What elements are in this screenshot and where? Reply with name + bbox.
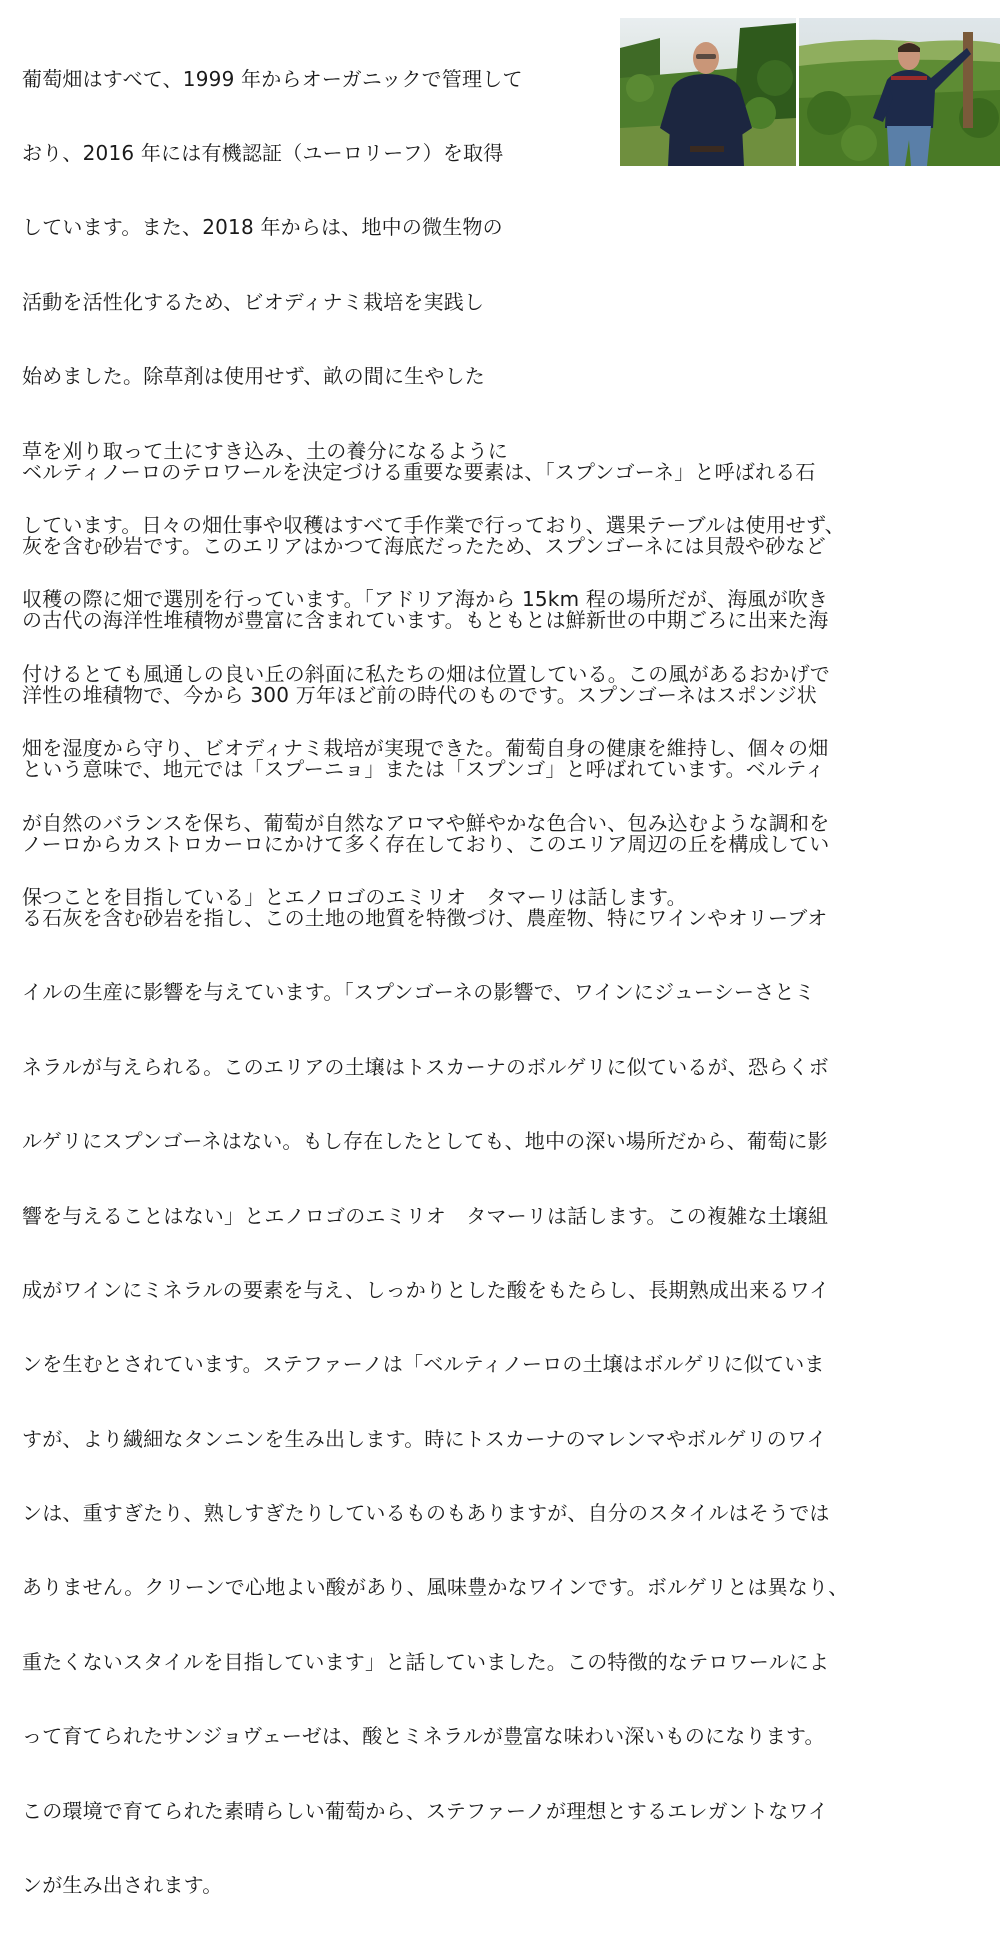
text-line: る石灰を含む砂岩を指し、この土地の地質を特徴づけ、農産物、特にワインやオリーブオ <box>22 905 828 930</box>
text-line: 成がワインにミネラルの要素を与え、しっかりとした酸をもたらし、長期熟成出来るワイ <box>22 1277 830 1302</box>
text-line: ルゲリにスプンゴーネはない。もし存在したとしても、地中の深い場所だから、葡萄に影 <box>22 1129 828 1154</box>
text-line: ベルティノーロのテロワールを決定づける重要な要素は、「スプンゴーネ」と呼ばれる石 <box>22 459 816 484</box>
text-line: イルの生産に影響を与えています。「スプンゴーネの影響で、ワインにジューシーさとミ <box>22 980 815 1005</box>
text-line: 始めました。除草剤は使用せず、畝の間に生やした <box>22 364 485 389</box>
text-line: が自然のバランスを保ち、葡萄が自然なアロマや鮮やかな色合い、包み込むような調和を <box>22 810 830 835</box>
text-line: という意味で、地元では「スプーニョ」または「スプンゴ」と呼ばれています。ベルティ <box>22 757 825 782</box>
text-line: ンを生むとされています。ステファーノは「ベルティノーロの土壌はボルゲリに似ていま <box>22 1352 825 1377</box>
text-line: って育てられたサンジョヴェーゼは、酸とミネラルが豊富な味わい深いものになります。 <box>22 1724 825 1749</box>
text-line: ンが生み出されます。 <box>22 1873 223 1898</box>
text-line: 葡萄畑はすべて、1999 年からオーガニックで管理して <box>22 66 523 91</box>
text-line: 灰を含む砂岩です。このエリアはかつて海底だったため、スプンゴーネには貝殻や砂など <box>22 533 826 558</box>
text-line: すが、より繊細なタンニンを生み出します。時にトスカーナのマレンマやボルゲリのワイ <box>22 1426 827 1451</box>
text-line: しています。日々の畑仕事や収穫はすべて手作業で行っており、選果テーブルは使用せず、 <box>22 512 845 537</box>
text-line: ンは、重すぎたり、熟しすぎたりしているものもありますが、自分のスタイルはそうでは <box>22 1501 830 1526</box>
text-line: 畑を湿度から守り、ビオディナミ栽培が実現できた。葡萄自身の健康を維持し、個々の畑 <box>22 736 829 761</box>
paragraph-spungone-terroir <box>22 410 848 1947</box>
text-line: の古代の海洋性堆積物が豊富に含まれています。もともとは鮮新世の中期ごろに出来た海 <box>22 608 829 633</box>
text-line: 草を刈り取って土にすき込み、土の養分になるように <box>22 438 508 463</box>
text-line: 活動を活性化するため、ビオディナミ栽培を実践し <box>22 289 485 314</box>
text-line: 響を与えることはない」とエノロゴのエミリオ タマーリは話します。この複雑な土壌組 <box>22 1203 829 1228</box>
text-line: ノーロからカストロカーロにかけて多く存在しており、このエリア周辺の丘を構成してい <box>22 831 830 856</box>
text-line: 洋性の堆積物で、今から 300 万年ほど前の時代のものです。スプンゴーネはスポンジ状 <box>22 682 817 707</box>
text-line: ネラルが与えられる。このエリアの土壌はトスカーナのボルゲリに似ているが、恐らくボ <box>22 1054 829 1079</box>
text-line: おり、2016 年には有機認証（ユーロリーフ）を取得 <box>22 140 504 165</box>
text-line: ありません。クリーンで心地よい酸があり、風味豊かなワインです。ボルゲリとは異なり、 <box>22 1575 849 1600</box>
text-line: しています。また、2018 年からは、地中の微生物の <box>22 215 503 240</box>
text-line: 付けるとても風通しの良い丘の斜面に私たちの畑は位置している。この風があるおかげで <box>22 661 830 686</box>
text-line: 収穫の際に畑で選別を行っています。「アドリア海から 15km 程の場所だが、海風が吹き <box>22 587 829 612</box>
text-line: 重たくないスタイルを目指しています」と話していました。この特徴的なテロワールによ <box>22 1649 830 1674</box>
text-line: この環境で育てられた素晴らしい葡萄から、ステファーノが理想とするエレガントなワイ <box>22 1798 829 1823</box>
text-line: 保つことを目指している」とエノロゴのエミリオ タマーリは話します。 <box>22 884 687 909</box>
